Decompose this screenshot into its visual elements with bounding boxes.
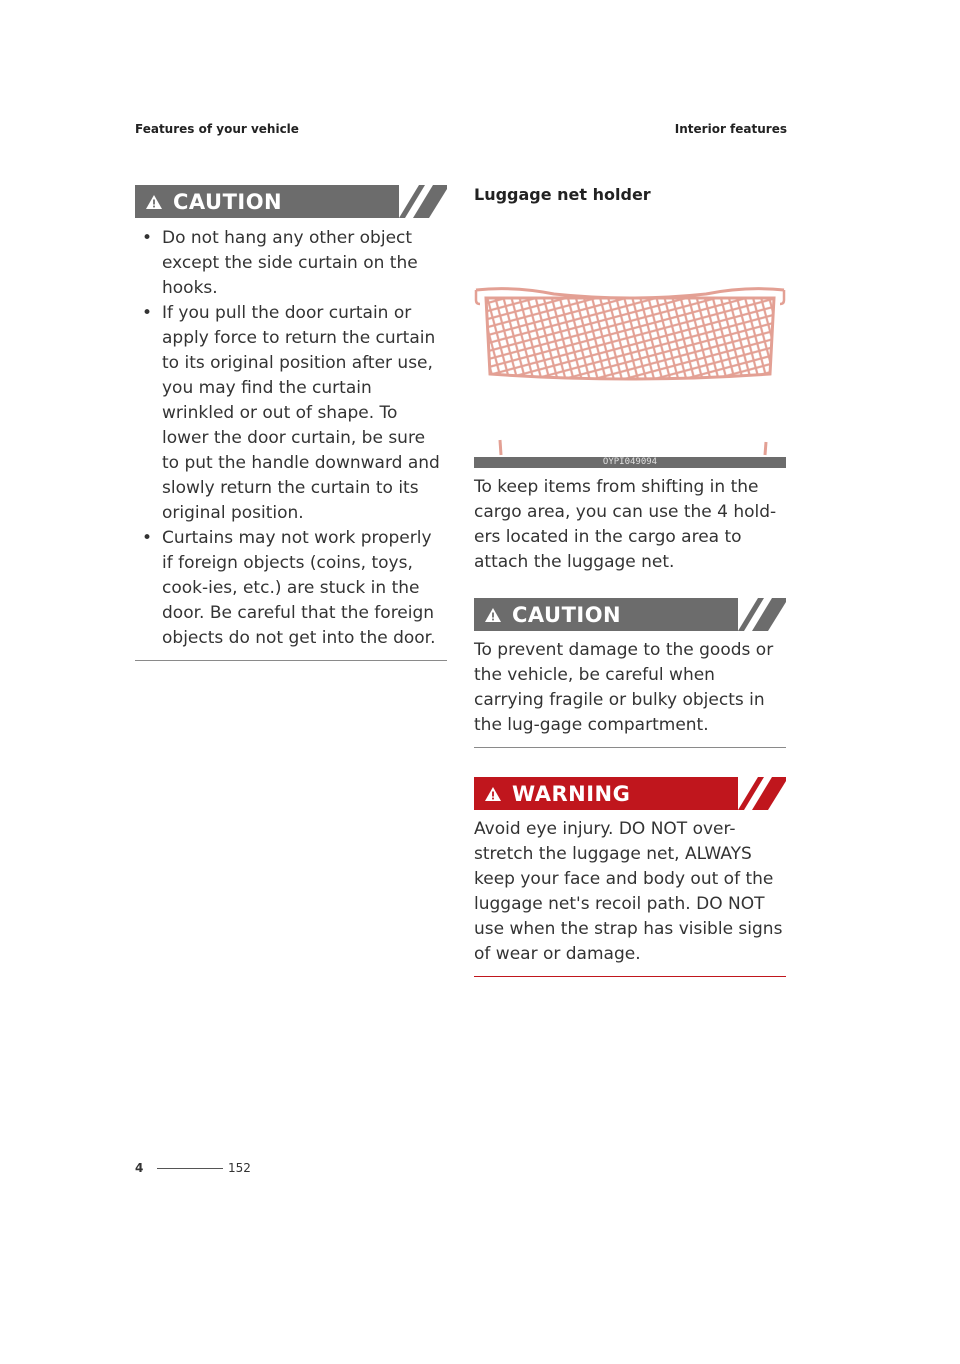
footer-chapter-number: 4 bbox=[135, 1161, 144, 1175]
divider bbox=[474, 747, 786, 748]
right-caution-box bbox=[474, 598, 786, 748]
double-slash-decoration bbox=[738, 598, 786, 631]
warning-box bbox=[474, 777, 786, 977]
list-item: • Curtains may not work properly if foreign objects (coins, toys, cook-ies, etc.) are stuck in the door. Be careful that the foreign objects do not get into the door. bbox=[135, 526, 447, 651]
divider bbox=[135, 660, 447, 661]
right-caution-body: To prevent damage to the goods or the vehicle, be careful when carrying fragile or bulky objects in the lug-gage compartment. bbox=[474, 640, 774, 735]
footer-rule bbox=[157, 1168, 223, 1169]
image-caption: OYPI049094 bbox=[474, 457, 786, 468]
warning-triangle-icon bbox=[145, 194, 163, 210]
luggage-body-text: To keep items from shifting in the cargo area, you can use the 4 hold-ers located in the cargo area to attach the luggage net. bbox=[474, 477, 777, 572]
footer-page-number: 152 bbox=[228, 1161, 251, 1175]
double-slash-decoration bbox=[738, 777, 786, 810]
list-item: • If you pull the door curtain or apply force to return the curtain to its original position after use, you may find the curtain wrinkled or out of shape. To lower the door curtain, be sure to put the handle downward and slowly return the curtain to its original position. bbox=[135, 301, 447, 526]
left-caution-list bbox=[135, 226, 447, 651]
warning-header bbox=[474, 777, 786, 810]
left-caution-title: CAUTION bbox=[173, 189, 283, 214]
header-section-title: Features of your vehicle bbox=[135, 122, 299, 136]
list-item: • Do not hang any other object except the side curtain on the hooks. bbox=[135, 226, 447, 301]
warning-body: Avoid eye injury. DO NOT over-stretch the luggage net, ALWAYS keep your face and body out of the luggage net's recoil path. DO NOT use when the strap has visible signs of wear or damage. bbox=[474, 819, 783, 964]
double-slash-decoration bbox=[399, 185, 447, 218]
luggage-net-illustration bbox=[474, 218, 786, 468]
left-caution-header bbox=[135, 185, 447, 218]
warning-triangle-icon bbox=[484, 786, 502, 802]
divider bbox=[474, 976, 786, 977]
section-title: Luggage net holder bbox=[474, 185, 651, 204]
warning-triangle-icon bbox=[484, 607, 502, 623]
warning-title: WARNING bbox=[512, 781, 631, 806]
header-chapter-title: Interior features bbox=[674, 122, 787, 136]
right-caution-header bbox=[474, 598, 786, 631]
luggage-net-image bbox=[474, 218, 786, 457]
left-caution-box bbox=[135, 185, 447, 661]
right-caution-title: CAUTION bbox=[512, 602, 622, 627]
